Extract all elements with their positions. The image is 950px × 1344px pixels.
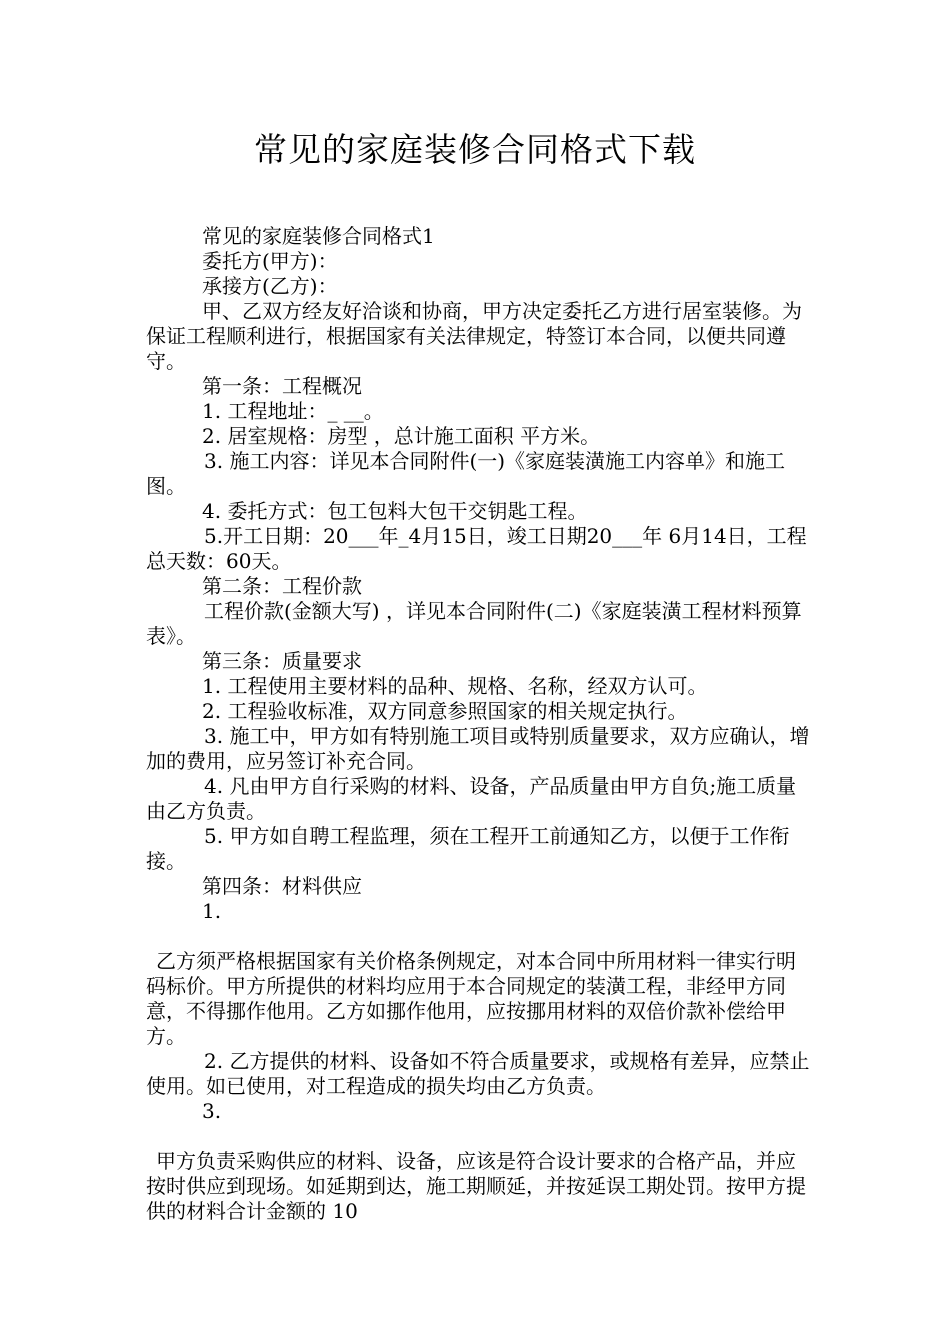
article-3-item: 1. 工程使用主要材料的品种、规格、名称，经双方认可。	[202, 674, 708, 698]
article-4-item-text: 甲方负责采购供应的材料、设备，应该是符合设计要求的合格产品，并应按时供应到现场。如延期到达，施工期顺延，并按延误工期处罚。按甲方提供的材料合计金额的 10	[146, 1149, 806, 1223]
article-3-item: 3. 施工中，甲方如有特别施工项目或特别质量要求，双方应确认，增加的费用，应另签订补充合同。	[146, 724, 810, 773]
article-4-item-text: 乙方须严格根据国家有关价格条例规定，对本合同中所用材料一律实行明码标价。甲方所提供的材料均应用于本合同规定的装潢工程，非经甲方同意，不得挪作他用。乙方如挪作他用，应按挪用材料的双倍价款补偿给甲方。	[146, 949, 796, 1048]
article-2-paragraph: 工程价款(金额大写) ，详见本合同附件(二)《家庭装潢工程材料预算表》。	[146, 599, 802, 648]
article-2-heading: 第二条：工程价款	[202, 574, 362, 598]
document-body	[146, 224, 810, 1224]
article-1-item: 5.开工日期：20___年_4月15日，竣工日期20___年 6月14日，工程总天数：60天。	[146, 524, 807, 573]
article-1-item: 2. 居室规格：房型 ，总计施工面积 平方米。	[202, 424, 601, 448]
article-4-heading: 第四条：材料供应	[202, 874, 362, 898]
article-1-item: 1. 工程地址：_ __。	[202, 399, 384, 423]
contract-subtitle: 常见的家庭装修合同格式1	[202, 224, 435, 248]
article-3-item: 5. 甲方如自聘工程监理，须在工程开工前通知乙方，以便于工作衔接。	[146, 824, 790, 873]
party-b-line: 承接方(乙方)：	[202, 274, 338, 298]
blank-line	[146, 1124, 810, 1149]
article-3-heading: 第三条：质量要求	[202, 649, 362, 673]
blank-line	[146, 924, 810, 949]
article-3-item: 4. 凡由甲方自行采购的材料、设备，产品质量由甲方自负;施工质量由乙方负责。	[146, 774, 797, 823]
article-1-item: 3. 施工内容：详见本合同附件(一)《家庭装潢施工内容单》和施工图。	[146, 449, 786, 498]
article-4-item: 2. 乙方提供的材料、设备如不符合质量要求，或规格有差异，应禁止使用。如已使用，对工程造成的损失均由乙方负责。	[146, 1049, 810, 1098]
preamble-paragraph: 甲、乙双方经友好洽谈和协商，甲方决定委托乙方进行居室装修。为保证工程顺利进行，根据国家有关法律规定，特签订本合同，以便共同遵守。	[146, 299, 802, 373]
party-a-line: 委托方(甲方)：	[202, 249, 338, 273]
article-4-item-number: 1.	[202, 899, 222, 923]
article-1-heading: 第一条：工程概况	[202, 374, 362, 398]
article-1-item: 4. 委托方式：包工包料大包干交钥匙工程。	[202, 499, 588, 523]
article-4-item-number: 3.	[202, 1099, 222, 1123]
document-title: 常见的家庭装修合同格式下载	[254, 130, 696, 169]
article-3-item: 2. 工程验收标准，双方同意参照国家的相关规定执行。	[202, 699, 688, 723]
